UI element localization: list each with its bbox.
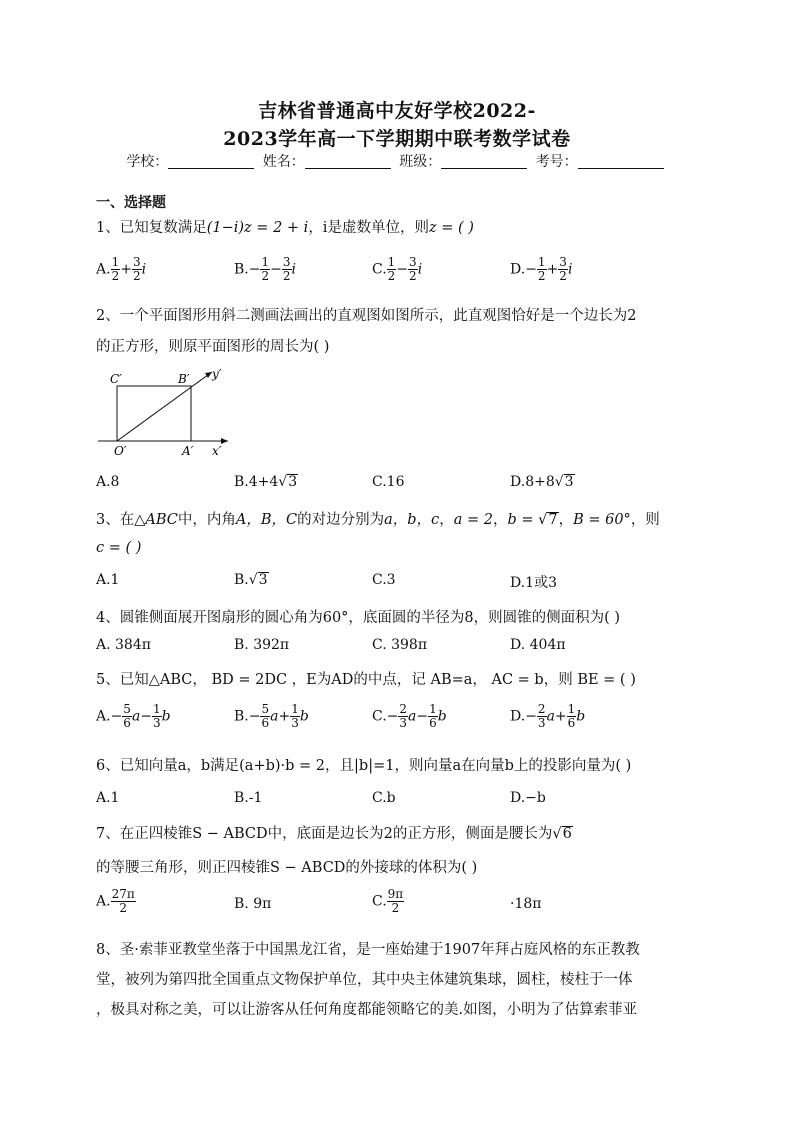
option-label: A. <box>96 261 111 278</box>
operator: + <box>278 708 291 725</box>
imag-unit: i <box>141 261 147 278</box>
class-blank[interactable] <box>441 153 527 169</box>
option-expr: 4+4 <box>248 474 279 490</box>
label-c: C′ <box>110 372 122 386</box>
q2-option-c[interactable]: C.16 <box>372 474 405 490</box>
q5-option-a[interactable] <box>96 703 171 730</box>
operator: + <box>546 261 559 278</box>
option-sign: − <box>525 708 537 725</box>
denominator: 2 <box>132 269 141 283</box>
denominator: 2 <box>409 269 417 283</box>
vector-b: b <box>299 708 309 725</box>
numerator: 5 <box>123 702 131 716</box>
q4-option-c[interactable]: C. 398π <box>372 637 428 653</box>
denominator: 2 <box>119 901 127 915</box>
y-axis-arrow <box>205 372 212 378</box>
q3-cond-b: b = <box>507 512 539 528</box>
q1-option-c[interactable] <box>372 256 422 283</box>
q3-text-a: 3、在△ <box>96 512 146 528</box>
exam-title-line1: 吉林省普通高中友好学校2022- <box>258 100 536 122</box>
denominator: 6 <box>123 716 131 730</box>
fraction <box>398 703 408 730</box>
label-o: O′ <box>114 444 127 458</box>
question-4-stem: 4、圆锥侧面展开图扇形的圆心角为60°，底面圆的半径为8，则圆锥的侧面积为( ) <box>96 610 621 626</box>
option-sign: − <box>386 708 399 725</box>
oblique-projection-figure <box>94 366 234 460</box>
option-label: B. <box>234 572 249 588</box>
option-label: D. <box>510 261 526 278</box>
radicand: 7 <box>548 512 558 528</box>
numerator: 1 <box>261 255 270 269</box>
q5-option-c[interactable] <box>372 703 447 730</box>
radicand: 3 <box>258 572 268 588</box>
q1-text-b: ，i是虚数单位，则 <box>308 220 429 236</box>
imag-unit: i <box>567 261 573 278</box>
numerator: 2 <box>537 702 546 716</box>
class-label: 班级： <box>399 154 442 170</box>
school-label: 学校： <box>126 154 169 170</box>
vector-a: a <box>270 708 279 725</box>
fraction <box>537 256 547 283</box>
label-y: y′ <box>212 367 222 381</box>
option-sign: − <box>110 708 123 725</box>
vector-a: a <box>131 708 141 725</box>
question-3-line2: c = ( ) <box>96 540 142 556</box>
fraction <box>122 703 132 730</box>
question-6-stem: 6、已知向量a，b满足(a+b)·b = 2，且|b|=1，则向量a在向量b上的投影向量为( ) <box>96 758 632 774</box>
numerator: 3 <box>409 255 417 269</box>
student-info-row <box>0 151 794 171</box>
label-a: A′ <box>182 444 194 458</box>
q7-option-b[interactable]: B. 9π <box>234 896 272 912</box>
denominator: 3 <box>153 716 161 730</box>
option-label: D. <box>510 474 526 490</box>
numerator: 1 <box>537 255 546 269</box>
exam-title-line2: 2023学年高一下学期期中联考数学试卷 <box>223 128 571 150</box>
q3-option-d[interactable]: D.1或3 <box>510 575 557 591</box>
q3-angles: A，B，C <box>235 512 298 528</box>
numerator: 9π <box>387 887 404 901</box>
q3-text-b: 中，内角 <box>177 512 236 528</box>
numerator: 3 <box>559 255 567 269</box>
radicand: 3 <box>564 474 574 490</box>
option-label: C. <box>372 708 387 725</box>
numerator: 2 <box>399 702 408 716</box>
fraction <box>567 703 577 730</box>
q6-option-c[interactable]: C.b <box>372 790 396 806</box>
x-axis-arrow <box>221 438 228 444</box>
exam-number-blank[interactable] <box>578 153 664 169</box>
numerator: 1 <box>387 255 396 269</box>
fraction <box>387 888 405 915</box>
denominator: 3 <box>291 716 299 730</box>
fraction <box>408 256 418 283</box>
q2-option-d[interactable]: D.8+8√3 <box>510 474 574 490</box>
q1-option-b[interactable] <box>234 256 296 283</box>
option-sign: − <box>248 261 261 278</box>
fraction <box>428 703 438 730</box>
denominator: 2 <box>537 269 546 283</box>
radicand: 3 <box>288 474 298 490</box>
q1-ask: z = ( ) <box>428 220 474 236</box>
option-label: B. <box>234 261 249 278</box>
fraction <box>290 703 300 730</box>
fraction <box>111 256 121 283</box>
fraction <box>537 703 547 730</box>
numerator: 1 <box>429 702 437 716</box>
question-2-line1: 2、一个平面图形用斜二测画法画出的直观图如图所示，此直观图恰好是一个边长为2 <box>96 308 637 324</box>
operator: − <box>396 261 409 278</box>
label-x: x′ <box>212 444 222 458</box>
school-blank[interactable] <box>168 153 254 169</box>
numerator: 3 <box>132 255 141 269</box>
question-8-line2: 堂，被列为第四批全国重点文物保护单位，其中央主体建筑集球，圆柱，棱柱于一体 <box>96 972 633 988</box>
option-label: C. <box>372 893 387 910</box>
q4-option-a[interactable]: A. 384π <box>96 637 151 653</box>
exam-number-label: 考号： <box>535 154 578 170</box>
denominator: 2 <box>559 269 567 283</box>
fraction <box>111 888 136 915</box>
q1-option-a[interactable] <box>96 256 146 283</box>
denominator: 6 <box>261 716 270 730</box>
denominator: 6 <box>429 716 437 730</box>
vector-b: b <box>576 708 586 725</box>
question-7-line2: 的等腰三角形，则正四棱锥S − ABCD的外接球的体积为( ) <box>96 860 478 876</box>
option-label: B. <box>234 708 249 725</box>
q4-option-b[interactable]: B. 392π <box>234 637 290 653</box>
numerator: 1 <box>153 702 161 716</box>
q4-option-d[interactable]: D. 404π <box>510 637 566 653</box>
numerator: 3 <box>282 255 291 269</box>
vector-b: b <box>161 708 171 725</box>
q3-sides: a，b，c <box>384 512 440 528</box>
question-1-stem <box>96 216 474 237</box>
denominator: 6 <box>567 716 576 730</box>
y-axis <box>117 372 212 441</box>
operator: + <box>120 261 132 278</box>
q1-text-a: 1、已知复数满足 <box>96 220 207 236</box>
operator: − <box>416 708 429 725</box>
q5-option-b[interactable] <box>234 703 309 730</box>
imag-unit: i <box>291 261 296 278</box>
name-label: 姓名： <box>262 154 305 170</box>
question-2-line2: 的正方形，则原平面图形的周长为( ) <box>96 339 330 355</box>
q3-tail: ，则 <box>630 512 660 528</box>
imag-unit: i <box>417 261 423 278</box>
q3-cond-a: a = 2 <box>453 512 493 528</box>
denominator: 2 <box>261 269 270 283</box>
q2-option-b[interactable]: B.4+4√3 <box>234 474 298 490</box>
operator: + <box>554 708 567 725</box>
operator: − <box>270 261 282 278</box>
numerator: 1 <box>111 255 120 269</box>
q1-equation: (1−i)z = 2 + i <box>206 220 309 236</box>
fraction <box>260 256 270 283</box>
option-label: D. <box>510 708 526 725</box>
q6-option-b[interactable]: B.-1 <box>234 790 263 806</box>
vector-a: a <box>546 708 555 725</box>
vector-a: a <box>408 708 417 725</box>
numerator: 1 <box>291 702 299 716</box>
question-5-stem: 5、已知△ABC， BD = 2DC ，E为AD的中点，记 AB=a， AC = b，则 BE = ( ) <box>96 672 636 688</box>
name-blank[interactable] <box>305 153 391 169</box>
denominator: 2 <box>111 269 120 283</box>
numerator: 27π <box>111 887 135 901</box>
denominator: 3 <box>399 716 408 730</box>
section-heading: 一、选择题 <box>96 195 166 211</box>
q7-text: 7、在正四棱锥S − ABCD中，底面是边长为2的正方形，侧面是腰长为 <box>96 826 553 842</box>
fraction <box>558 256 568 283</box>
q3-cond-c: B = 60° <box>573 512 631 528</box>
denominator: 2 <box>387 269 396 283</box>
q3-option-b[interactable]: B.√3 <box>234 572 268 588</box>
option-label: C. <box>372 261 387 278</box>
numerator: 5 <box>261 702 270 716</box>
vector-b: b <box>437 708 447 725</box>
denominator: 3 <box>537 716 546 730</box>
q7-option-a[interactable] <box>96 888 136 915</box>
question-8-line3: ，极具对称之美，可以让游客从任何角度都能领略它的美.如图，小明为了估算索菲亚 <box>96 1002 638 1018</box>
label-b: B′ <box>178 372 190 386</box>
denominator: 2 <box>391 901 400 915</box>
numerator: 1 <box>567 702 576 716</box>
fraction <box>387 256 397 283</box>
q3-option-c[interactable]: C.3 <box>372 572 396 588</box>
q2-option-a[interactable]: A.8 <box>96 474 120 490</box>
option-label: A. <box>96 708 111 725</box>
option-label: B. <box>234 474 249 490</box>
denominator: 2 <box>282 269 291 283</box>
q3-triangle: ABC <box>145 512 178 528</box>
fraction <box>260 703 270 730</box>
option-expr: 8+8 <box>525 474 555 490</box>
option-sign: − <box>248 708 261 725</box>
q6-option-d[interactable]: D.−b <box>510 790 546 806</box>
fraction <box>132 256 142 283</box>
question-7-line1: 7、在正四棱锥S − ABCD中，底面是边长为2的正方形，侧面是腰长为√6 <box>96 826 572 842</box>
operator: − <box>140 708 153 725</box>
q6-option-a[interactable]: A.1 <box>96 790 120 806</box>
q7-option-c[interactable] <box>372 888 404 915</box>
option-sign: − <box>525 261 537 278</box>
q3-option-a[interactable]: A.1 <box>96 572 120 588</box>
radicand: 6 <box>562 826 572 842</box>
question-3-line1: 3、在△ABC中，内角A，B，C的对边分别为a，b，c，a = 2，b = √7，B = 60°，则 <box>96 512 660 528</box>
fraction <box>282 256 292 283</box>
q7-option-d[interactable]: ·18π <box>510 896 542 912</box>
question-8-line1: 8、圣·索菲亚教堂坐落于中国黑龙江省，是一座始建于1907年拜占庭风格的东正教教 <box>96 942 640 958</box>
option-label: A. <box>96 893 111 910</box>
fraction <box>152 703 162 730</box>
q1-option-d[interactable] <box>510 256 572 283</box>
q3-text-c: 的对边分别为 <box>297 512 385 528</box>
q5-option-d[interactable] <box>510 703 585 730</box>
